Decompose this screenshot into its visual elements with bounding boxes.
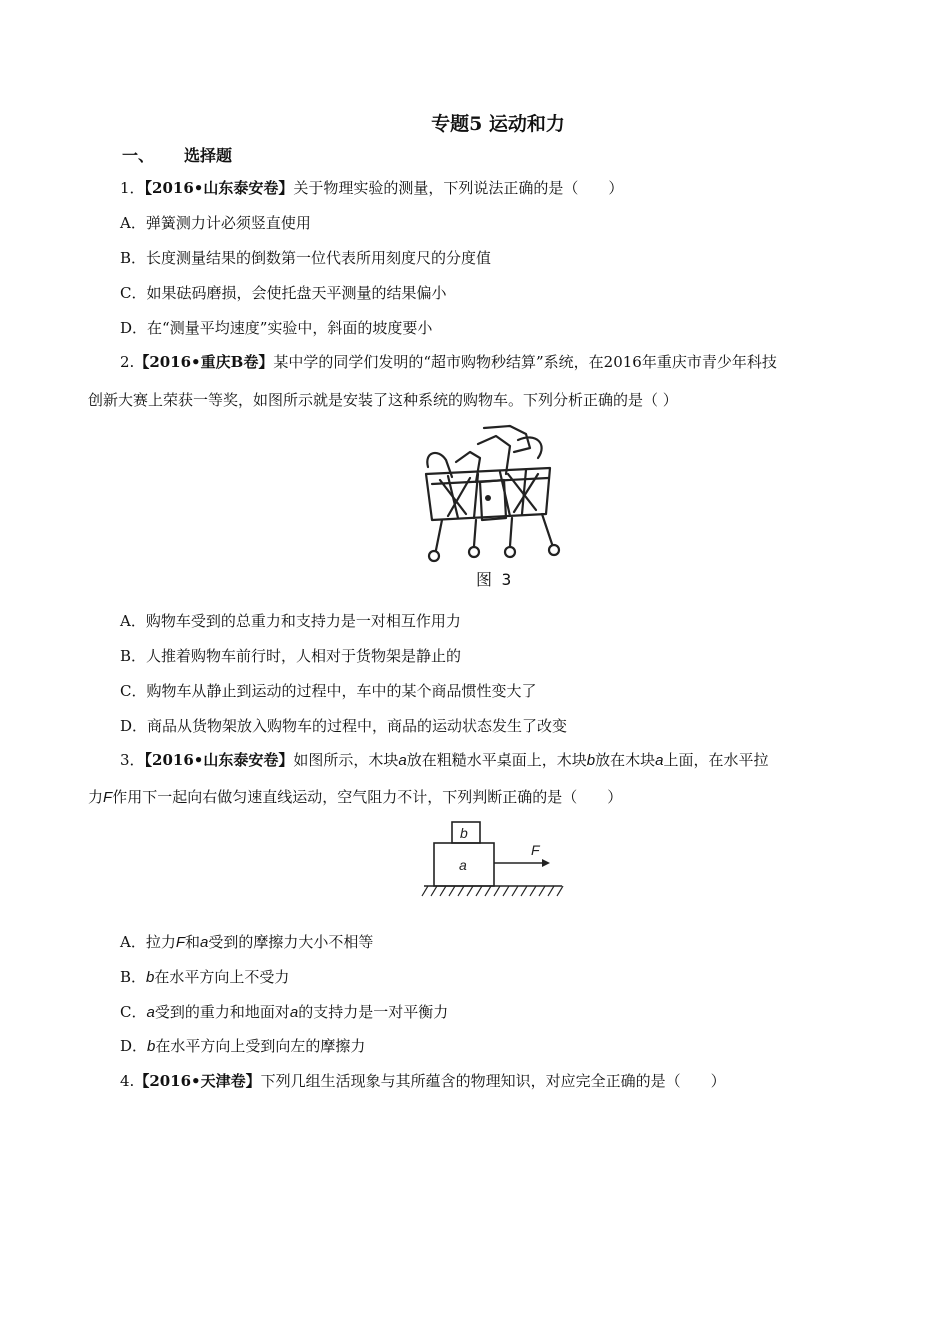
q3-option-a (120, 932, 373, 953)
question-3-line2 (88, 787, 622, 808)
option-text: 拉力 (145, 933, 176, 951)
option-text: 购物车从静止到运动的过程中，车中的某个商品惯性变大了 (146, 682, 537, 700)
question-3-line1 (120, 750, 768, 771)
q2-option-d (120, 716, 567, 736)
q3-option-d (120, 1036, 365, 1057)
q1-text: 关于物理实验的测量，下列说法正确的是（ ） (293, 179, 624, 197)
option-letter: D． (120, 717, 148, 735)
option-letter: B． (120, 647, 147, 665)
q1-option-c (120, 283, 447, 303)
q3-source: 【2016•山东泰安卷】 (144, 751, 294, 769)
cart-wheel (429, 551, 439, 561)
option-letter: D． (120, 319, 148, 337)
option-text: 和 (185, 933, 201, 951)
var-b: b (147, 1038, 156, 1055)
q1-option-d (120, 318, 432, 338)
label-a: a (459, 857, 467, 873)
option-text: 人推着购物车前行时，人相对于货物架是静止的 (146, 647, 462, 665)
q2-option-b (120, 646, 461, 666)
figure-caption: 图 3 (476, 570, 512, 589)
cart-sensor-dot (485, 495, 491, 501)
option-text: 受到的重力和地面对 (154, 1003, 290, 1021)
var-a: a (200, 934, 209, 951)
var-a: a (655, 752, 664, 769)
var-F: F (103, 789, 113, 806)
option-letter: D． (120, 1037, 148, 1055)
q3-text: 力 (88, 788, 104, 806)
option-text: 的支持力是一对平衡力 (298, 1003, 449, 1021)
q3-text: 作用下一起向右做匀速直线运动，空气阻力不计，下列判断正确的是（ ） (112, 788, 623, 806)
shopping-cart-figure (418, 422, 568, 592)
cart-wheel (505, 547, 515, 557)
option-text: 商品从货物架放入购物车的过程中，商品的运动状态发生了改变 (147, 717, 568, 735)
q3-number: 3． (120, 751, 145, 769)
var-a: a (146, 1004, 155, 1021)
blocks-figure (420, 818, 570, 904)
var-b: b (146, 969, 155, 986)
q3-text: 放在粗糙水平桌面上，木块 (406, 751, 587, 769)
option-text: 在水平方向上不受力 (154, 968, 290, 986)
option-text: 在“测量平均速度”实验中，斜面的坡度要小 (147, 319, 433, 337)
label-F: F (531, 842, 540, 858)
section-heading (122, 146, 232, 166)
option-letter: C． (120, 1003, 147, 1021)
q3-option-c (120, 1002, 448, 1023)
q1-source: 【2016•山东泰安卷】 (144, 179, 294, 197)
question-1-stem (120, 178, 623, 198)
q4-number: 4. (120, 1072, 135, 1090)
section-label: 选择题 (184, 146, 233, 165)
option-letter: B． (120, 968, 147, 986)
var-b: b (586, 752, 596, 769)
q2-number: 2. (120, 353, 135, 371)
arrowhead (542, 859, 550, 867)
q4-text: 下列几组生活现象与其所蕴含的物理知识，对应完全正确的是（ ） (260, 1072, 726, 1090)
page-title: 专题5 运动和力 (431, 113, 565, 135)
var-F: F (175, 934, 186, 951)
q1-option-b (120, 248, 491, 268)
option-text: 弹簧测力计必须竖直使用 (145, 214, 311, 232)
q3-text: 上面，在水平拉 (663, 751, 769, 769)
var-a: a (398, 752, 407, 769)
q2-text-line1: 某中学的同学们发明的“超市购物秒结算”系统，在2016年重庆市青少年科技 (273, 353, 777, 371)
var-a: a (289, 1004, 299, 1021)
option-text: 长度测量结果的倒数第一位代表所用刻度尺的分度值 (146, 249, 492, 267)
q3-text: 如图所示，木块 (293, 751, 399, 769)
cart-wheel (549, 545, 559, 555)
label-b: b (460, 825, 468, 841)
q2-option-a (120, 611, 461, 631)
cart-basket (426, 468, 550, 520)
option-text: 受到的摩擦力大小不相等 (208, 933, 374, 951)
q2-option-c (120, 681, 537, 701)
option-letter: B． (120, 249, 147, 267)
option-letter: A． (120, 214, 146, 232)
cart-wheel (469, 547, 479, 557)
option-text: 在水平方向上受到向左的摩擦力 (155, 1037, 366, 1055)
option-text: 如果砝码磨损，会使托盘天平测量的结果偏小 (146, 284, 447, 302)
cart-goods (456, 452, 480, 482)
option-text: 购物车受到的总重力和支持力是一对相互作用力 (145, 612, 461, 630)
option-letter: C． (120, 284, 147, 302)
question-2-line1 (120, 352, 777, 372)
section-number: 一、 (122, 146, 155, 165)
question-4-stem (120, 1071, 726, 1091)
q3-option-b (120, 967, 289, 988)
option-letter: C． (120, 682, 147, 700)
question-2-line2: 创新大赛上荣获一等奖，如图所示就是安装了这种系统的购物车。下列分析正确的是（ ） (88, 391, 678, 409)
ground-hatching (422, 886, 563, 896)
q2-source: 【2016•重庆B卷】 (134, 353, 274, 371)
q4-source: 【2016•天津卷】 (134, 1072, 261, 1090)
q1-number: 1． (120, 179, 145, 197)
option-letter: A． (120, 612, 146, 630)
q3-text: 放在木块 (595, 751, 656, 769)
option-letter: A． (120, 933, 146, 951)
q1-option-a (120, 213, 311, 233)
